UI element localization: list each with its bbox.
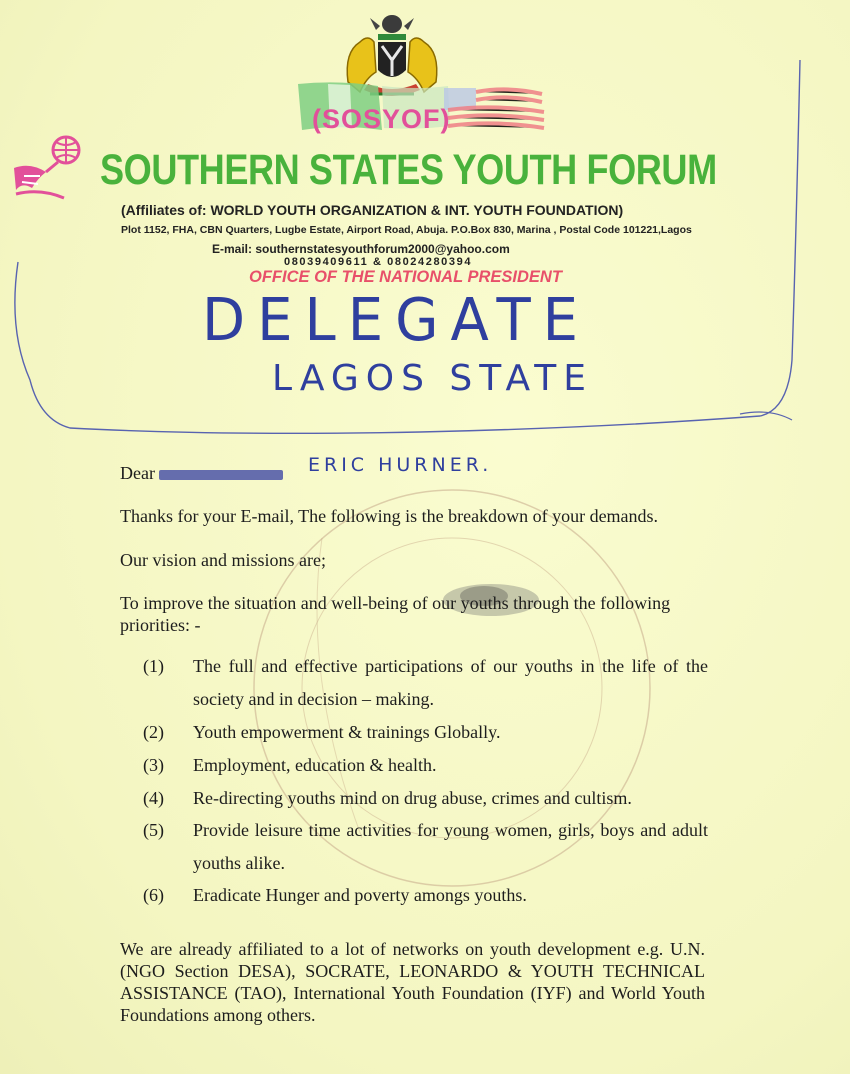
address-line: Plot 1152, FHA, CBN Quarters, Lugbe Estate, Airport Road, Abuja. P.O.Box 830, Marina , Postal Code 101221,Lagos (121, 224, 692, 236)
priority-number: (4) (143, 788, 164, 808)
priority-number: (6) (143, 885, 164, 905)
priority-text: The full and effective participations of our youths in the life of the society and in decision – making. (193, 656, 708, 709)
priority-number: (1) (143, 656, 164, 676)
closing-paragraph: We are already affiliated to a lot of networks on youth development e.g. U.N. (NGO Section DESA), SOCRATE, LEONARDO & YOUTH TECHNICAL ASSISTANCE (TAO), International Youth Foundation (IYF) and World Youth Foundations among others. (120, 939, 705, 1025)
priority-text: Eradicate Hunger and poverty amongs youths. (193, 885, 527, 905)
priority-text: Provide leisure time activities for young women, girls, boys and adult youths alike. (193, 820, 708, 873)
phone-numbers: 08039409611 & 08024280394 (284, 256, 473, 268)
affiliates-line: (Affiliates of: WORLD YOUTH ORGANIZATION & INT. YOUTH FOUNDATION) (121, 202, 624, 218)
email-line: E-mail: southernstatesyouthforum2000@yahoo.com (212, 242, 510, 256)
improve-paragraph: To improve the situation and well-being of our youths through the following priorities: - (120, 593, 671, 635)
office-title: OFFICE OF THE NATIONAL PRESIDENT (249, 268, 562, 286)
globe-logo-icon (10, 132, 92, 204)
priority-text: Youth empowerment & trainings Globally. (193, 722, 501, 742)
org-name: SOUTHERN STATES YOUTH FORUM (100, 146, 717, 194)
priority-text: Re-directing youths mind on drug abuse, crimes and cultism. (193, 788, 632, 808)
salutation-word: Dear (120, 463, 155, 483)
vision-paragraph: Our vision and missions are; (120, 550, 326, 570)
priority-number: (3) (143, 755, 164, 775)
priority-number: (2) (143, 722, 164, 742)
priority-number: (5) (143, 820, 164, 840)
handwritten-recipient: ERIC HURNER. (308, 454, 493, 476)
handwritten-delegate: DELEGATE (202, 286, 591, 355)
salutation (120, 462, 283, 484)
handwritten-state: LAGOS STATE (272, 358, 594, 399)
thanks-paragraph: Thanks for your E-mail, The following is the breakdown of your demands. (120, 506, 659, 526)
crossed-out-name (159, 470, 283, 480)
priority-text: Employment, education & health. (193, 755, 437, 775)
org-acronym: (SOSYOF) (312, 104, 451, 134)
